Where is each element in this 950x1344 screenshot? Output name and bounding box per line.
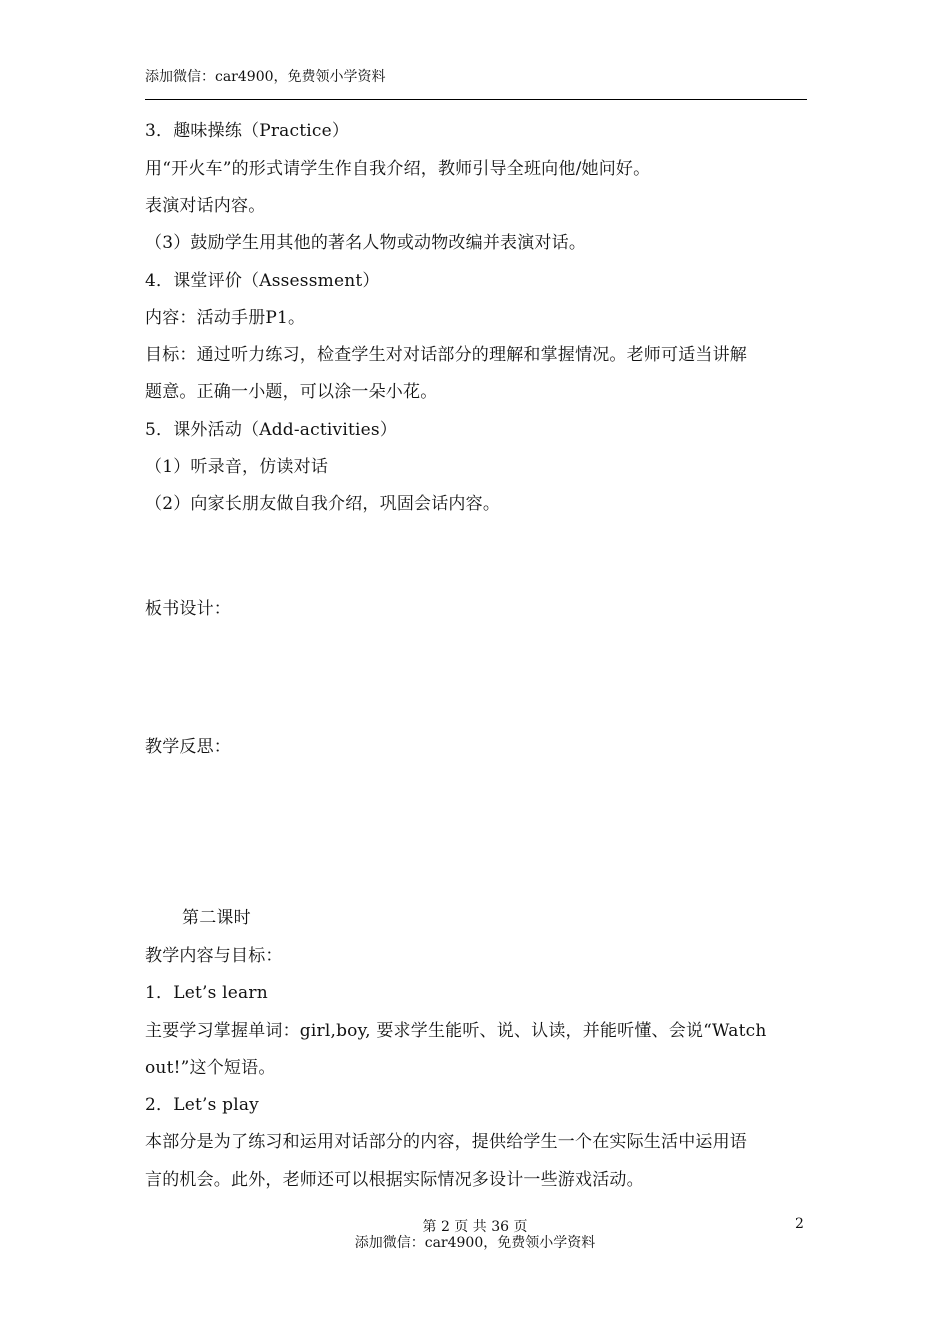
body-line: 用“开火车”的形式请学生作自我介绍，教师引导全班向他/她问好。 [145, 159, 651, 179]
body-line: 言的机会。此外，老师还可以根据实际情况多设计一些游戏活动。 [145, 1170, 644, 1190]
body-line: 本部分是为了练习和运用对话部分的内容，提供给学生一个在实际生活中运用语 [145, 1132, 747, 1152]
body-line: 主要学习掌握单词：girl,boy, 要求学生能听、说、认读，并能听懂、会说“Watch [145, 1021, 767, 1041]
lesson-title: 第二课时 [182, 908, 251, 928]
section-heading-add-activities: 5．课外活动（Add-activities） [145, 420, 398, 440]
teaching-reflection-label: 教学反思： [145, 737, 231, 757]
body-line: 内容：活动手册P1。 [145, 308, 306, 328]
body-line: （2）向家长朋友做自我介绍，巩固会话内容。 [145, 494, 501, 514]
body-line: 表演对话内容。 [145, 196, 266, 216]
section-heading-lets-play: 2．Let’s play [145, 1095, 259, 1115]
body-line: （3）鼓励学生用其他的著名人物或动物改编并表演对话。 [145, 233, 587, 253]
header-divider [145, 99, 807, 100]
board-design-label: 板书设计： [145, 599, 231, 619]
body-line: （1）听录音，仿读对话 [145, 457, 329, 477]
section-heading-assessment: 4．课堂评价（Assessment） [145, 271, 380, 291]
section-heading-lets-learn: 1．Let’s learn [145, 983, 268, 1003]
footer-page-number: 2 [795, 1216, 804, 1232]
body-line: 题意。正确一小题，可以涂一朵小花。 [145, 382, 438, 402]
body-line: 目标：通过听力练习，检查学生对对话部分的理解和掌握情况。老师可适当讲解 [145, 345, 747, 365]
section-heading-practice: 3．趣味操练（Practice） [145, 121, 350, 141]
footer-page-label: 第 2 页 共 36 页 [422, 1219, 528, 1235]
body-line: 教学内容与目标： [145, 946, 283, 966]
footer-text: 添加微信：car4900，免费领小学资料 [354, 1235, 596, 1251]
body-line: out!”这个短语。 [145, 1058, 276, 1078]
header-text: 添加微信：car4900，免费领小学资料 [145, 69, 386, 85]
